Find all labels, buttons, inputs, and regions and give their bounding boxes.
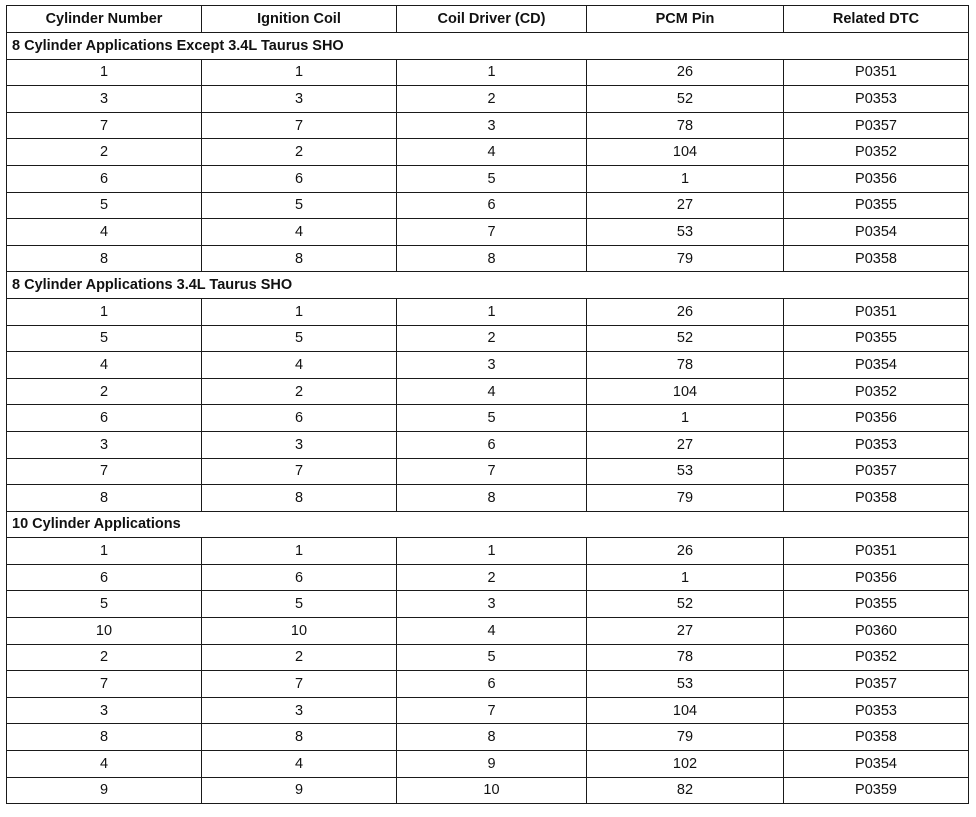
pcm-pin-cell: 78 (587, 644, 784, 671)
table-row (7, 245, 969, 272)
ignition-coil-cell: 6 (202, 564, 397, 591)
coil-driver-cell: 6 (397, 192, 587, 219)
coil-driver-cell: 4 (397, 139, 587, 166)
cylinder-number-cell: 7 (7, 458, 202, 485)
column-header-cylinder-number: Cylinder Number (7, 6, 202, 33)
table-row (7, 777, 969, 804)
table-row (7, 219, 969, 246)
pcm-pin-cell: 52 (587, 86, 784, 113)
coil-driver-cell: 3 (397, 352, 587, 379)
pcm-pin-cell: 1 (587, 165, 784, 192)
table-row (7, 352, 969, 379)
coil-driver-cell: 2 (397, 325, 587, 352)
cylinder-number-cell: 4 (7, 352, 202, 379)
table-row (7, 165, 969, 192)
related-dtc-cell: P0355 (784, 591, 969, 618)
coil-driver-cell: 6 (397, 431, 587, 458)
related-dtc-cell: P0352 (784, 378, 969, 405)
cylinder-number-cell: 7 (7, 671, 202, 698)
header-row (7, 6, 969, 33)
cylinder-number-cell: 5 (7, 192, 202, 219)
table-row (7, 644, 969, 671)
related-dtc-cell: P0356 (784, 405, 969, 432)
table-row (7, 458, 969, 485)
pcm-pin-cell: 78 (587, 112, 784, 139)
table-row (7, 86, 969, 113)
ignition-coil-cell: 5 (202, 192, 397, 219)
related-dtc-cell: P0356 (784, 564, 969, 591)
table-row (7, 618, 969, 645)
cylinder-number-cell: 6 (7, 165, 202, 192)
coil-driver-cell: 2 (397, 86, 587, 113)
related-dtc-cell: P0353 (784, 431, 969, 458)
pcm-pin-cell: 53 (587, 458, 784, 485)
ignition-coil-cell: 7 (202, 671, 397, 698)
table-row (7, 405, 969, 432)
coil-driver-cell: 3 (397, 591, 587, 618)
pcm-pin-cell: 104 (587, 378, 784, 405)
related-dtc-cell: P0358 (784, 245, 969, 272)
ignition-coil-cell: 8 (202, 485, 397, 512)
coil-driver-cell: 9 (397, 751, 587, 778)
coil-driver-cell: 4 (397, 378, 587, 405)
ignition-coil-cell: 7 (202, 458, 397, 485)
table-row (7, 564, 969, 591)
cylinder-number-cell: 3 (7, 431, 202, 458)
section-title: 10 Cylinder Applications (7, 511, 969, 538)
table-row (7, 431, 969, 458)
related-dtc-cell: P0351 (784, 538, 969, 565)
pcm-pin-cell: 102 (587, 751, 784, 778)
pcm-pin-cell: 78 (587, 352, 784, 379)
cylinder-number-cell: 2 (7, 139, 202, 166)
pcm-pin-cell: 26 (587, 538, 784, 565)
coil-driver-cell: 1 (397, 538, 587, 565)
pcm-pin-cell: 27 (587, 192, 784, 219)
pcm-pin-cell: 27 (587, 431, 784, 458)
pcm-pin-cell: 27 (587, 618, 784, 645)
pcm-pin-cell: 26 (587, 59, 784, 86)
coil-driver-cell: 3 (397, 112, 587, 139)
coil-driver-cell: 7 (397, 458, 587, 485)
table-body (7, 33, 969, 804)
ignition-coil-cell: 1 (202, 538, 397, 565)
table-row (7, 298, 969, 325)
related-dtc-cell: P0351 (784, 298, 969, 325)
column-header-pcm-pin: PCM Pin (587, 6, 784, 33)
table-row (7, 538, 969, 565)
ignition-coil-cell: 2 (202, 139, 397, 166)
table-row (7, 724, 969, 751)
section-title: 8 Cylinder Applications 3.4L Taurus SHO (7, 272, 969, 299)
ignition-coil-cell: 4 (202, 352, 397, 379)
ignition-coil-cell: 8 (202, 245, 397, 272)
table-row (7, 139, 969, 166)
related-dtc-cell: P0357 (784, 458, 969, 485)
coil-driver-cell: 5 (397, 405, 587, 432)
related-dtc-cell: P0357 (784, 112, 969, 139)
section-header-row (7, 511, 969, 538)
pcm-pin-cell: 79 (587, 485, 784, 512)
section-header-row (7, 33, 969, 60)
cylinder-number-cell: 8 (7, 485, 202, 512)
ignition-coil-cell: 2 (202, 644, 397, 671)
ignition-coil-cell: 10 (202, 618, 397, 645)
coil-driver-cell: 8 (397, 245, 587, 272)
cylinder-number-cell: 7 (7, 112, 202, 139)
coil-driver-cell: 2 (397, 564, 587, 591)
ignition-coil-cell: 5 (202, 325, 397, 352)
pcm-pin-cell: 104 (587, 139, 784, 166)
related-dtc-cell: P0355 (784, 325, 969, 352)
cylinder-number-cell: 6 (7, 564, 202, 591)
column-header-coil-driver: Coil Driver (CD) (397, 6, 587, 33)
related-dtc-cell: P0359 (784, 777, 969, 804)
coil-driver-cell: 8 (397, 485, 587, 512)
table-row (7, 751, 969, 778)
coil-driver-cell: 1 (397, 298, 587, 325)
coil-driver-cell: 5 (397, 165, 587, 192)
cylinder-number-cell: 2 (7, 644, 202, 671)
coil-driver-cell: 7 (397, 219, 587, 246)
column-header-ignition-coil: Ignition Coil (202, 6, 397, 33)
related-dtc-cell: P0356 (784, 165, 969, 192)
ignition-coil-cell: 3 (202, 431, 397, 458)
related-dtc-cell: P0354 (784, 751, 969, 778)
cylinder-number-cell: 9 (7, 777, 202, 804)
ignition-coil-cell: 3 (202, 697, 397, 724)
ignition-coil-cell: 8 (202, 724, 397, 751)
pcm-pin-cell: 1 (587, 564, 784, 591)
table-row (7, 59, 969, 86)
table-row (7, 671, 969, 698)
ignition-coil-cell: 4 (202, 219, 397, 246)
table-row (7, 192, 969, 219)
cylinder-number-cell: 1 (7, 298, 202, 325)
coil-driver-cell: 7 (397, 697, 587, 724)
pcm-pin-cell: 52 (587, 325, 784, 352)
pcm-pin-cell: 1 (587, 405, 784, 432)
column-header-related-dtc: Related DTC (784, 6, 969, 33)
ignition-coil-cell: 7 (202, 112, 397, 139)
coil-driver-cell: 5 (397, 644, 587, 671)
ignition-coil-cell: 9 (202, 777, 397, 804)
related-dtc-cell: P0360 (784, 618, 969, 645)
section-header-row (7, 272, 969, 299)
table-row (7, 112, 969, 139)
related-dtc-cell: P0354 (784, 219, 969, 246)
related-dtc-cell: P0358 (784, 485, 969, 512)
coil-driver-cell: 6 (397, 671, 587, 698)
related-dtc-cell: P0354 (784, 352, 969, 379)
cylinder-number-cell: 4 (7, 219, 202, 246)
coil-driver-cell: 1 (397, 59, 587, 86)
pcm-pin-cell: 53 (587, 219, 784, 246)
pcm-pin-cell: 104 (587, 697, 784, 724)
coil-driver-cell: 4 (397, 618, 587, 645)
coil-driver-cell: 8 (397, 724, 587, 751)
table-row (7, 591, 969, 618)
ignition-coil-cell: 6 (202, 165, 397, 192)
ignition-coil-cell: 1 (202, 298, 397, 325)
ignition-coil-cell: 5 (202, 591, 397, 618)
table-row (7, 378, 969, 405)
cylinder-number-cell: 3 (7, 86, 202, 113)
cylinder-number-cell: 6 (7, 405, 202, 432)
ignition-coil-cell: 4 (202, 751, 397, 778)
related-dtc-cell: P0351 (784, 59, 969, 86)
cylinder-number-cell: 1 (7, 538, 202, 565)
cylinder-number-cell: 3 (7, 697, 202, 724)
ignition-coil-cell: 2 (202, 378, 397, 405)
related-dtc-cell: P0352 (784, 644, 969, 671)
coil-driver-cell: 10 (397, 777, 587, 804)
document-page (6, 5, 969, 804)
cylinder-number-cell: 1 (7, 59, 202, 86)
ignition-coil-cell: 1 (202, 59, 397, 86)
table-row (7, 325, 969, 352)
table-row (7, 697, 969, 724)
cylinder-number-cell: 4 (7, 751, 202, 778)
cylinder-number-cell: 5 (7, 325, 202, 352)
pcm-pin-cell: 82 (587, 777, 784, 804)
related-dtc-cell: P0353 (784, 697, 969, 724)
section-title: 8 Cylinder Applications Except 3.4L Taurus SHO (7, 33, 969, 60)
pcm-pin-cell: 53 (587, 671, 784, 698)
cylinder-number-cell: 8 (7, 245, 202, 272)
cylinder-number-cell: 8 (7, 724, 202, 751)
pcm-pin-cell: 26 (587, 298, 784, 325)
ignition-coil-cell: 6 (202, 405, 397, 432)
ignition-coil-table (6, 5, 969, 804)
cylinder-number-cell: 5 (7, 591, 202, 618)
pcm-pin-cell: 52 (587, 591, 784, 618)
related-dtc-cell: P0352 (784, 139, 969, 166)
pcm-pin-cell: 79 (587, 245, 784, 272)
related-dtc-cell: P0358 (784, 724, 969, 751)
table-row (7, 485, 969, 512)
ignition-coil-cell: 3 (202, 86, 397, 113)
related-dtc-cell: P0353 (784, 86, 969, 113)
related-dtc-cell: P0357 (784, 671, 969, 698)
cylinder-number-cell: 2 (7, 378, 202, 405)
related-dtc-cell: P0355 (784, 192, 969, 219)
pcm-pin-cell: 79 (587, 724, 784, 751)
cylinder-number-cell: 10 (7, 618, 202, 645)
